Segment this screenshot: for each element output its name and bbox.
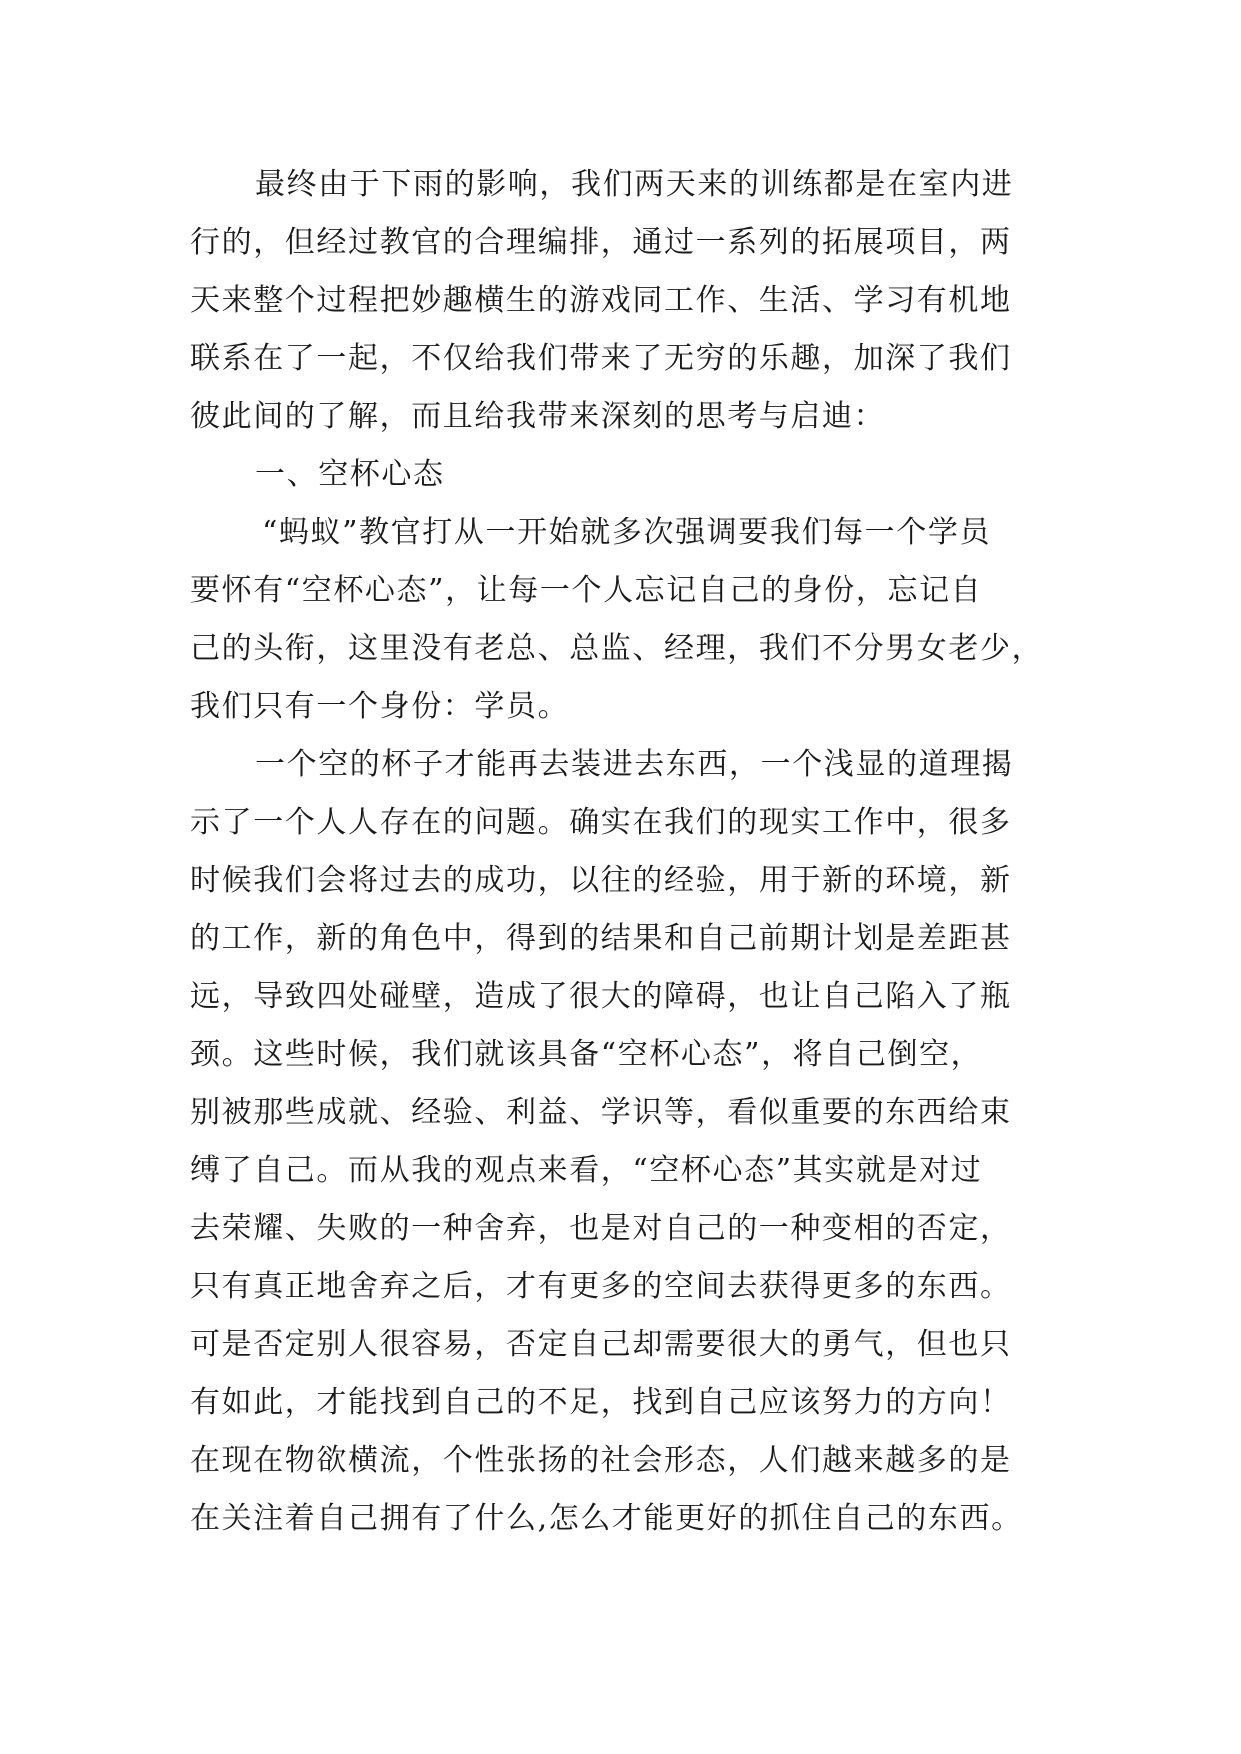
paragraph-3-line-2: 示了一个人人存在的问题。确实在我们的现实工作中，很多 — [190, 805, 1012, 840]
paragraph-3-line-12: 有如此，才能找到自己的不足，找到自己应该努力的方向！ — [190, 1385, 1012, 1420]
paragraph-3-line-5: 远，导致四处碰壁，造成了很大的障碍，也让自己陷入了瓶 — [190, 979, 1012, 1014]
paragraph-2-line-4: 我们只有一个身份：学员。 — [190, 689, 570, 724]
paragraph-3-line-11: 可是否定别人很容易，否定自己却需要很大的勇气，但也只 — [190, 1327, 1012, 1362]
paragraph-2-line-2: 要怀有“空杯心态”，让每一个人忘记自己的身份，忘记自 — [190, 573, 983, 608]
paragraph-1-line-2: 行的，但经过教官的合理编排，通过一系列的拓展项目，两 — [190, 225, 1012, 260]
paragraph-3-line-9: 去荣耀、失败的一种舍弃，也是对自己的一种变相的否定， — [190, 1211, 1012, 1246]
paragraph-3-line-13: 在现在物欲横流，个性张扬的社会形态，人们越来越多的是 — [190, 1443, 1012, 1478]
paragraph-1-line-4: 联系在了一起，不仅给我们带来了无穷的乐趣，加深了我们 — [190, 341, 1012, 376]
paragraph-1-line-3: 天来整个过程把妙趣横生的游戏同工作、生活、学习有机地 — [190, 283, 1012, 318]
paragraph-3-line-7: 别被那些成就、经验、利益、学识等，看似重要的东西给束 — [190, 1095, 1012, 1130]
paragraph-1-line-5: 彼此间的了解，而且给我带来深刻的思考与启迪： — [190, 399, 886, 434]
paragraph-2-line-3: 己的头衔，这里没有老总、总监、经理，我们不分男女老少， — [190, 631, 1044, 666]
paragraph-3-line-3: 时候我们会将过去的成功，以往的经验，用于新的环境，新 — [190, 863, 1012, 898]
paragraph-3-line-6: 颈。这些时候，我们就该具备“空杯心态”，将自己倒空， — [190, 1037, 983, 1072]
paragraph-3-line-1: 一个空的杯子才能再去装进去东西，一个浅显的道理揭 — [255, 747, 1014, 782]
paragraph-3-line-4: 的工作，新的角色中，得到的结果和自己前期计划是差距甚 — [190, 921, 1012, 956]
paragraph-3-line-14: 在关注着自己拥有了什么,怎么才能更好的抓住自己的东西。 — [190, 1501, 1023, 1536]
section-heading: 一、空杯心态 — [255, 457, 445, 492]
paragraph-3-line-8: 缚了自己。而从我的观点来看，“空杯心态”其实就是对过 — [190, 1153, 983, 1188]
paragraph-2-line-1: “蚂蚁”教官打从一开始就多次强调要我们每一个学员 — [262, 515, 992, 550]
paragraph-3-line-10: 只有真正地舍弃之后，才有更多的空间去获得更多的东西。 — [190, 1269, 1012, 1304]
paragraph-1-line-1: 最终由于下雨的影响，我们两天来的训练都是在室内进 — [255, 167, 1014, 202]
